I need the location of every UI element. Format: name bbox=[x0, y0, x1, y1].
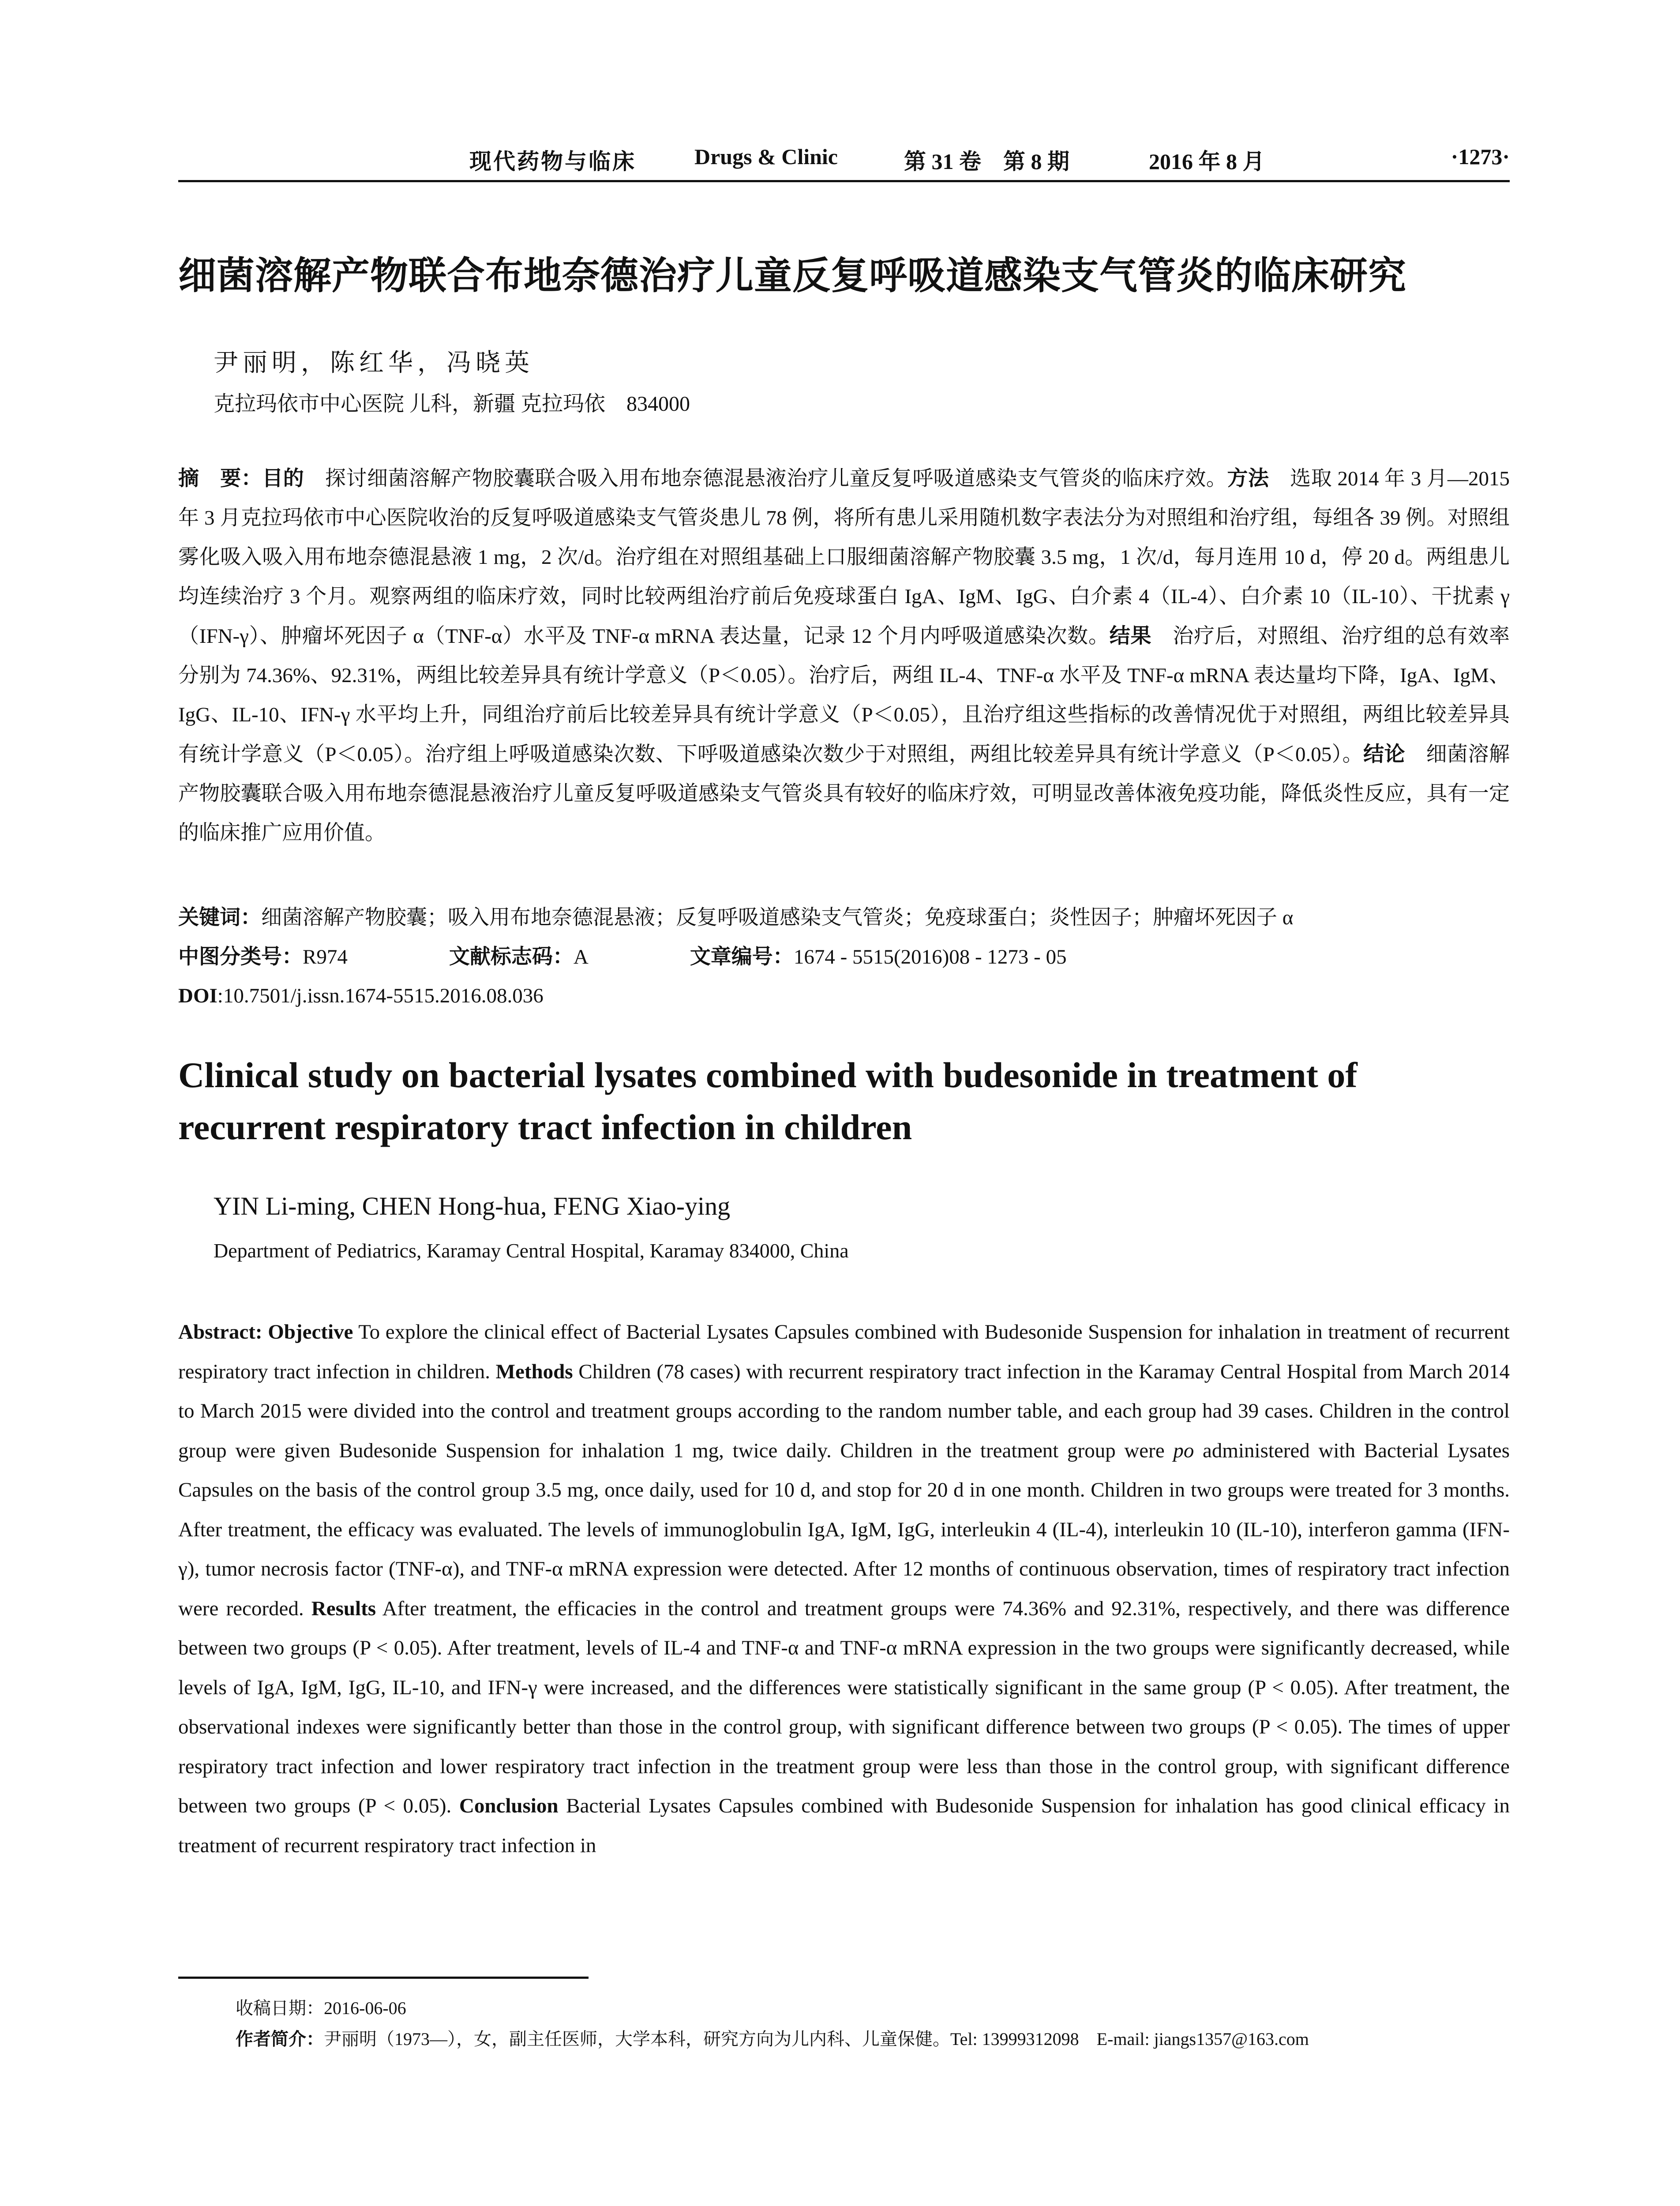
page-number: ·1273· bbox=[1451, 144, 1510, 169]
journal-name-en: Drugs & Clinic bbox=[694, 144, 838, 169]
conclusion-text-en: Bacterial Lysates Capsules combined with Budesonide Suspension for inhalation has good clinical efficacy in treatment of recurrent respiratory tract infection in bbox=[178, 1794, 1510, 1857]
author-bio-text: 尹丽明（1973—），女，副主任医师，大学本科，研究方向为儿内科、儿童保健。Tel: 13999312098 E-mail: jiangs1357@163.com bbox=[324, 2029, 1309, 2049]
document-code bbox=[449, 937, 589, 977]
article-no-value: 1674 - 5515(2016)08 - 1273 - 05 bbox=[793, 945, 1067, 968]
affiliation-en: Department of Pediatrics, Karamay Central Hospital, Karamay 834000, China bbox=[214, 1239, 849, 1262]
methods-text-en-b: administered with Bacterial Lysates Capsules on the basis of the control group 3.5 mg, once daily, used for 10 d, and stop for 20 d in one month. Children in two groups were treated for 3 months. After treatment, the efficacy was evaluated. The levels of immunoglobulin IgA, IgM, IgG, interleukin 4 (IL-4), interleukin 10 (IL-10), interferon gamma (IFN-γ), tumor necrosis factor (TNF-α), and TNF-α mRNA expression were detected. After 12 months of continuous observation, times of respiratory tract infection were recorded. bbox=[178, 1439, 1510, 1620]
objective-label-en: Objective bbox=[268, 1321, 353, 1343]
clc-label: 中图分类号： bbox=[178, 945, 303, 969]
keywords-cn bbox=[178, 898, 1510, 938]
conclusion-text-cn: 细菌溶解产物胶囊联合吸入用布地奈德混悬液治疗儿童反复呼吸道感染支气管炎具有较好的临床疗效，可明显改善体液免疫功能，降低炎性反应，具有一定的临床推广应用价值。 bbox=[178, 743, 1510, 844]
article-title-en: Clinical study on bacterial lysates combined with budesonide in treatment of recurrent respiratory tract infection in children bbox=[178, 1055, 1358, 1147]
running-header bbox=[178, 140, 1510, 182]
footnote-author bbox=[236, 2025, 1309, 2050]
methods-label-en: Methods bbox=[495, 1360, 573, 1383]
conclusion-label-cn: 结论 bbox=[1363, 742, 1406, 766]
article-number bbox=[690, 945, 1067, 968]
doi-value: :10.7501/j.issn.1674-5515.2016.08.036 bbox=[217, 984, 544, 1007]
methods-po-italic: po bbox=[1173, 1439, 1194, 1462]
author-bio-label: 作者简介： bbox=[236, 2029, 324, 2049]
abstract-cn-label: 摘 要： bbox=[178, 466, 262, 491]
results-text-en: After treatment, the efficacies in the control and treatment groups were 74.36% and 92.31%, respectively, and there was difference between two groups (P < 0.05). After treatment, levels of IL-4 and TNF-α and TNF-α mRNA expression in the two groups were significantly decreased, while levels of IgA, IgM, IgG, IL-10, and IFN-γ were increased, and the differences were statistically significant in the same group (P < 0.05). After treatment, the observational indexes were significantly better than those in the control group, with significant difference between two groups (P < 0.05). The times of upper respiratory tract infection and lower respiratory tract infection in the treatment group were less than those in the control group, with significant difference between two groups (P < 0.05). bbox=[178, 1597, 1510, 1817]
doc-code-label: 文献标志码： bbox=[449, 945, 574, 969]
classification-row bbox=[178, 937, 1510, 977]
journal-name-cn: 现代药物与临床 bbox=[469, 149, 636, 174]
methods-label-cn: 方法 bbox=[1227, 466, 1269, 491]
footnote-received: 收稿日期：2016-06-06 bbox=[236, 1998, 406, 2018]
authors-en: YIN Li-ming, CHEN Hong-hua, FENG Xiao-ying bbox=[214, 1192, 731, 1220]
keywords-text-cn: 细菌溶解产物胶囊；吸入用布地奈德混悬液；反复呼吸道感染支气管炎；免疫球蛋白；炎性因子；肿瘤坏死因子 α bbox=[261, 906, 1294, 929]
keywords-label-cn: 关键词： bbox=[178, 905, 261, 930]
conclusion-label-en: Conclusion bbox=[459, 1794, 559, 1817]
results-text-cn: 治疗后，对照组、治疗组的总有效率分别为 74.36%、92.31%，两组比较差异具有统计学意义（P＜0.05）。治疗后，两组 IL-4、TNF-α 水平及 TNF-α mRNA 表达量均下降，IgA、IgM、IgG、IL-10、IFN-γ 水平均上升，同组治疗前后比较差异具有统计学意义（P＜0.05），且治疗组这些指标的改善情况优于对照组，两组比较差异具有统计学意义（P＜0.05）。治疗组上呼吸道感染次数、下呼吸道感染次数少于对照组，两组比较差异具有统计学意义（P＜0.05）。 bbox=[178, 625, 1510, 766]
methods-text-en-a: Children (78 cases) with recurrent respiratory tract infection in the Karamay Central Hospital from March 2014 to March 2015 were divided into the control and treatment groups according to the random number table, and each group had 39 cases. Children in the control group were given Budesonide Suspension for inhalation 1 mg, twice daily. Children in the treatment group were bbox=[178, 1360, 1510, 1462]
issue-date: 2016 年 8 月 bbox=[1149, 149, 1265, 174]
doi bbox=[178, 976, 544, 1016]
clc-value: R974 bbox=[303, 945, 348, 968]
methods-text-cn: 选取 2014 年 3 月—2015 年 3 月克拉玛依市中心医院收治的反复呼吸道感染支气管炎患儿 78 例，将所有患儿采用随机数字表法分为对照组和治疗组，每组各 39 例。对照组雾化吸入吸入用布地奈德混悬液 1 mg，2 次/d。治疗组在对照组基础上口服细菌溶解产物胶囊 3.5 mg，1 次/d，每月连用 10 d，停 20 d。两组患儿均连续治疗 3 个月。观察两组的临床疗效，同时比较两组治疗前后免疫球蛋白 IgA、IgM、IgG、白介素 4（IL-4）、白介素 10（IL-10）、干扰素 γ（IFN-γ）、肿瘤坏死因子 α（TNF-α）水平及 TNF-α mRNA 表达量，记录 12 个月内呼吸道感染次数。 bbox=[178, 467, 1510, 648]
article-title-cn: 细菌溶解产物联合布地奈德治疗儿童反复呼吸道感染支气管炎的临床研究 bbox=[178, 254, 1406, 298]
affiliation-cn: 克拉玛依市中心医院 儿科，新疆 克拉玛依 834000 bbox=[214, 392, 690, 416]
abstract-en bbox=[178, 1313, 1510, 1865]
clc-number bbox=[178, 937, 348, 977]
doc-code-value: A bbox=[573, 945, 589, 968]
objective-text-cn: 探讨细菌溶解产物胶囊联合吸入用布地奈德混悬液治疗儿童反复呼吸道感染支气管炎的临床疗效。 bbox=[304, 467, 1227, 490]
abstract-cn bbox=[178, 459, 1510, 853]
authors-cn: 尹丽明，陈红华，冯晓英 bbox=[214, 349, 534, 377]
doi-label: DOI bbox=[178, 984, 218, 1007]
results-label-en: Results bbox=[311, 1597, 376, 1620]
volume-issue: 第 31 卷 第 8 期 bbox=[904, 149, 1069, 174]
footnote-divider bbox=[178, 1977, 589, 1979]
article-no-label: 文章编号： bbox=[690, 945, 794, 969]
abstract-en-label: Abstract: bbox=[178, 1321, 268, 1343]
objective-label-cn: 目的 bbox=[262, 466, 304, 491]
objective-text-en: To explore the clinical effect of Bacterial Lysates Capsules combined with Budesonide Suspension for inhalation in treatment of recurrent respiratory tract infection in children. bbox=[178, 1321, 1510, 1383]
results-label-cn: 结果 bbox=[1109, 624, 1152, 648]
